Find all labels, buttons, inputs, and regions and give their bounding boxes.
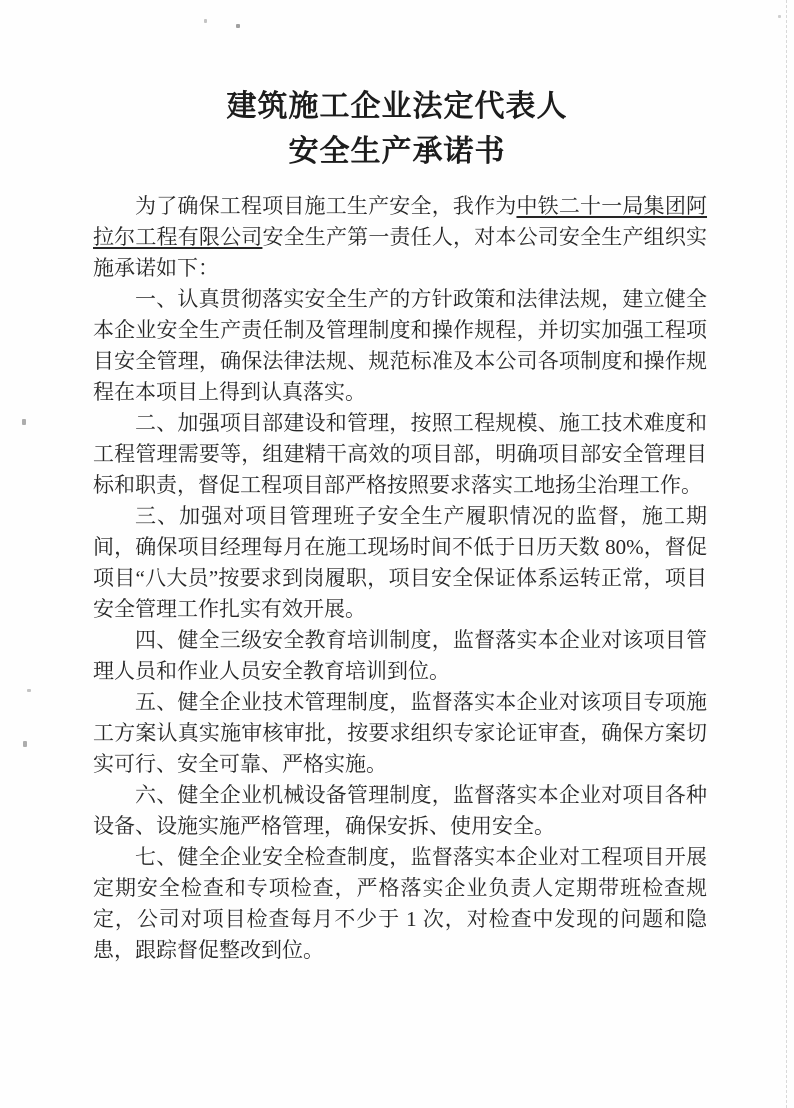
paragraph-text: 七、健全企业安全检查制度，监督落实本企业对工程项目开展定期安全检查和专项检查，严格落实企业负责人定期带班检查规定，公司对项目检查每月不少于 1 次，对检查中发现的问题和隐患，跟踪督促整改到位。: [93, 845, 707, 962]
paragraph-text: 为了确保工程项目施工生产安全，我作为: [135, 194, 517, 218]
scan-speck: [778, 15, 781, 18]
document-title-line-2: 安全生产承诺书: [288, 135, 506, 168]
scan-speck: [236, 24, 240, 28]
paragraph-text: 三、加强对项目管理班子安全生产履职情况的监督，施工期间，确保项目经理每月在施工现场时间不低于日历天数 80%，督促项目“八大员”按要求到岗履职，项目安全保证体系运转正常，项目安全管理工作扎实有效开展。: [93, 504, 707, 621]
company-name-underlined: 中铁二十一局集团阿拉尔工程有限公司: [93, 194, 708, 249]
scan-speck: [27, 689, 31, 692]
paragraph: [93, 191, 707, 284]
paragraph-text: 五、健全企业技术管理制度，监督落实本企业对该项目专项施工方案认真实施审核审批，按要求组织专家论证审查，确保方案切实可行、安全可靠、严格实施。: [93, 690, 707, 776]
paragraph: [93, 501, 707, 625]
paragraph-text: 六、健全企业机械设备管理制度，监督落实本企业对项目各种设备、设施实施严格管理，确保安拆、使用安全。: [93, 783, 707, 838]
paragraph-text: 安全生产第一责任人，对本公司安全生产组织实施承诺如下：: [93, 225, 708, 280]
paragraph-text: 一、认真贯彻落实安全生产的方针政策和法律法规，建立健全本企业安全生产责任制及管理制度和操作规程，并切实加强工程项目安全管理，确保法律法规、规范标准及本公司各项制度和操作规程在本项目上得到认真落实。: [93, 287, 707, 404]
document-body: [93, 191, 707, 966]
scan-edge-artifact: [785, 0, 787, 1108]
scan-speck: [204, 19, 207, 23]
paragraph: [93, 408, 707, 501]
paragraph: [93, 284, 707, 408]
scan-speck: [23, 741, 27, 747]
paragraph: [93, 625, 707, 687]
paragraph-text: 二、加强项目部建设和管理，按照工程规模、施工技术难度和工程管理需要等，组建精干高效的项目部，明确项目部安全管理目标和职责，督促工程项目部严格按照要求落实工地扬尘治理工作。: [93, 411, 707, 497]
document-title-line-1: 建筑施工企业法定代表人: [226, 90, 568, 123]
paragraph: [93, 780, 707, 842]
document-title: [0, 84, 794, 174]
paragraph: [93, 687, 707, 780]
scan-speck: [22, 419, 26, 425]
paragraph: [93, 842, 707, 966]
paragraph-text: 四、健全三级安全教育培训制度，监督落实本企业对该项目管理人员和作业人员安全教育培训到位。: [93, 628, 707, 683]
